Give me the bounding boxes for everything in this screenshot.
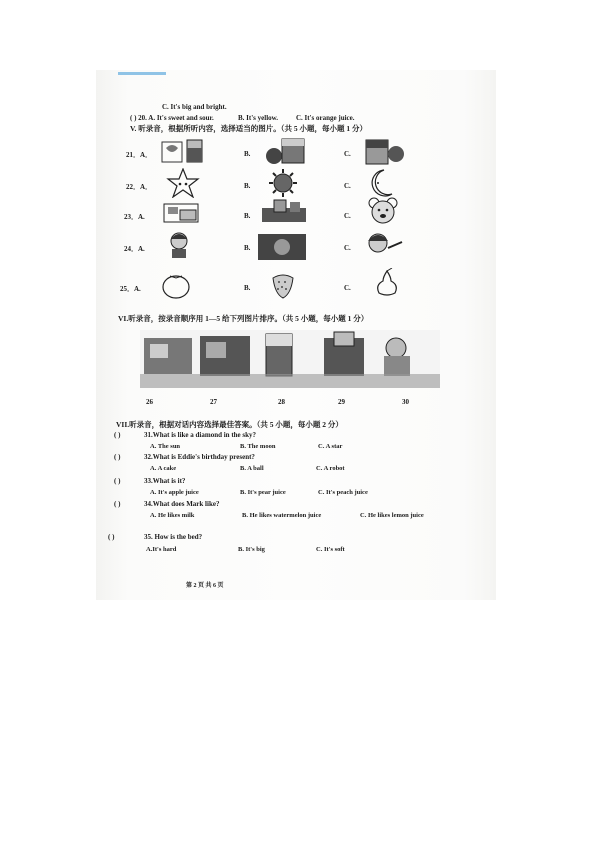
item-23-b: B. [244, 212, 251, 220]
q32-option-c: C. A robot [316, 465, 345, 472]
answer-paren-31: ( ) [114, 431, 121, 439]
page-footer: 第 2 页 共 6 页 [186, 583, 224, 589]
item-21-c: C. [344, 150, 351, 158]
strawberry-picture [270, 270, 296, 300]
gift-picture [256, 232, 308, 262]
item-24-b: B. [244, 244, 251, 252]
order-label-27: 27 [210, 398, 217, 406]
tomato-picture [160, 270, 192, 300]
order-label-30: 30 [402, 398, 409, 406]
q34-option-b: B. He likes watermelon juice [242, 512, 322, 519]
answer-paren-33: ( ) [114, 477, 121, 485]
order-label-29: 29 [338, 398, 345, 406]
q31-option-b: B. The moon [240, 443, 276, 450]
item-22-b: B. [244, 182, 251, 190]
q35-option-b: B. It's big [238, 546, 265, 553]
question-32: 32.What is Eddie's birthday present? [144, 453, 255, 461]
picture-strip [140, 330, 440, 388]
item-23-c: C. [344, 212, 351, 220]
q31-option-c: C. A star [318, 443, 343, 450]
star-picture [166, 168, 200, 198]
answer-paren-35: ( ) [108, 533, 115, 541]
item-25-c: C. [344, 284, 351, 292]
q34-option-c: C. He likes lemon juice [360, 512, 424, 519]
question-20: ( ) 20. A. It's sweet and sour. [130, 114, 214, 122]
question-31: 31.What is like a diamond in the sky? [144, 431, 257, 439]
q33-option-a: A. It's apple juice [150, 489, 199, 496]
bed-picture [160, 198, 204, 228]
q35-option-c: C. It's soft [316, 546, 345, 553]
girl-picture [362, 230, 404, 260]
q31-option-a: A. The sun [150, 443, 181, 450]
boy-picture [162, 230, 196, 260]
item-23-label: 23．A. [124, 213, 145, 221]
answer-paren-32: ( ) [114, 453, 121, 461]
option-line: C. It's big and bright. [162, 103, 227, 111]
item-24-label: 24．A. [124, 245, 145, 253]
answer-paren-34: ( ) [114, 500, 121, 508]
q32-option-a: A. A cake [150, 465, 177, 472]
question-33: 33.What is it? [144, 477, 186, 485]
item-24-c: C. [344, 244, 351, 252]
question-35: 35. How is the bed? [144, 533, 203, 541]
item-25-b: B. [244, 284, 251, 292]
juice-fruit-picture [360, 136, 408, 166]
sofa-picture [260, 198, 310, 228]
q33-option-b: B. It's pear juice [240, 489, 286, 496]
order-label-26: 26 [146, 398, 153, 406]
q33-option-c: C. It's peach juice [318, 489, 368, 496]
moon-picture [364, 168, 396, 198]
question-20-option-b: B. It's yellow. [238, 114, 279, 122]
question-34: 34.What does Mark like? [144, 500, 220, 508]
milk-glass-picture [160, 138, 206, 166]
q34-option-a: A. He likes milk [150, 512, 195, 519]
section-5-heading: V. 听录音，根据所听内容，选择适当的图片。（共 5 小题，每小题 1 分） [130, 124, 367, 133]
q32-option-b: B. A ball [240, 465, 264, 472]
item-21-b: B. [244, 150, 251, 158]
section-7-heading: VII.听录音，根据对话内容选择最佳答案。（共 5 小题，每小题 2 分） [116, 420, 343, 429]
item-21-label: 21．A． [126, 151, 153, 159]
teddy-bear-picture [366, 196, 400, 228]
item-22-label: 22．A． [126, 183, 153, 191]
scan-edge-mark [118, 72, 166, 75]
q35-option-a: A.It's hard [146, 546, 177, 553]
pear-picture [372, 268, 402, 298]
juice-apple-picture [264, 136, 308, 166]
question-20-option-c: C. It's orange juice. [296, 114, 355, 122]
sun-picture [266, 168, 300, 198]
section-6-heading: VI.听录音，按录音顺序用 1—5 给下列图片排序。（共 5 小题，每小题 1 分） [118, 314, 369, 323]
order-label-28: 28 [278, 398, 285, 406]
item-25-label: 25．A. [120, 285, 141, 293]
item-22-c: C. [344, 182, 351, 190]
